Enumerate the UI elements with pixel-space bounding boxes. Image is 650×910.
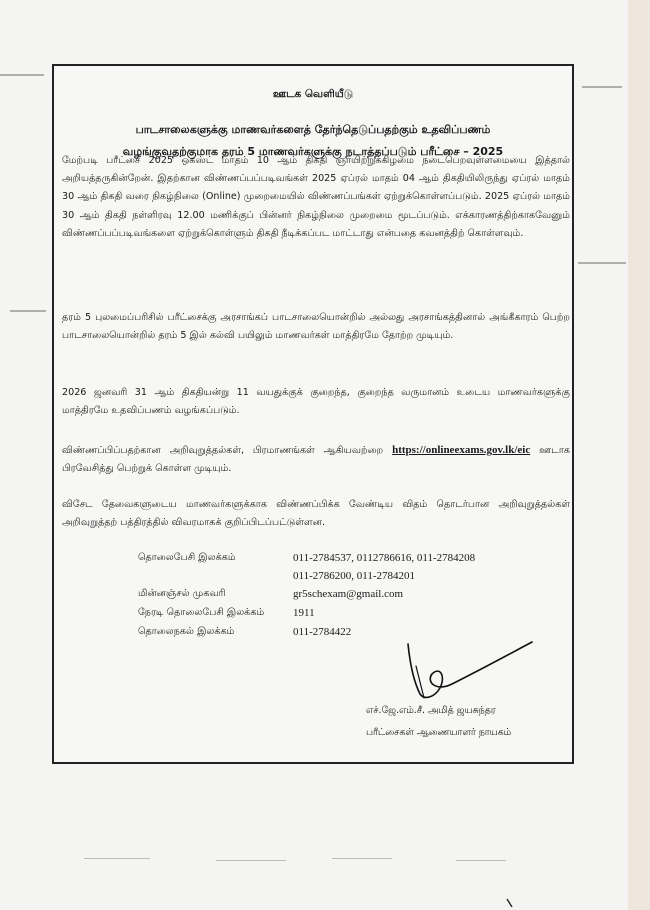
contact-details bbox=[138, 549, 518, 642]
document-title-line2: வழங்குவதற்குமாக தரம் 5 மாணவர்களுக்கு நடாத்தப்படும் பரீட்சை – 2025 bbox=[122, 145, 504, 158]
hotline-label: நேரடி தொலைபேசி இலக்கம் bbox=[138, 607, 265, 618]
media-release-heading: ஊடக வெளியீடு bbox=[272, 88, 354, 100]
contact-row-email bbox=[138, 585, 518, 604]
scan-artifact bbox=[10, 310, 46, 312]
hotline-value: 1911 bbox=[293, 607, 315, 619]
phone-line1: 011-2784537, 0112786616, 011-2784208 bbox=[293, 552, 476, 564]
signature-image bbox=[396, 636, 536, 706]
signatory-block bbox=[366, 700, 566, 744]
phone-label: தொலைபேசி இலக்கம் bbox=[138, 552, 236, 563]
fax-value: 011-2784422 bbox=[293, 626, 352, 638]
contact-row-phone bbox=[138, 549, 518, 585]
paragraph-special-needs: விசேட தேவைகளுடைய மாணவர்களுக்காக விண்ணப்பிக்க வேண்டிய விதம் தொடர்பான அறிவுறுத்தல்கள் அறிவுறுத்தற் பத்திரத்தில் விவரமாகக் குறிப்பிடப்பட்டுள்ளன. bbox=[62, 499, 570, 529]
document-title-line1: பாடசாலைகளுக்கு மாணவர்களைத் தேர்ந்தெடுப்பதற்கும் உதவிப்பணம் bbox=[135, 123, 491, 136]
paragraph-instructions bbox=[62, 441, 570, 478]
paragraph-bursary: 2026 ஜனவரி 31 ஆம் திகதியன்று 11 வயதுக்குக் குறைந்த, குறைந்த வருமானம் உடைய மாணவர்களுக்கு மாத்திரமே உதவிப்பணம் வழங்கப்படும். bbox=[62, 387, 570, 417]
phone-values bbox=[293, 549, 475, 585]
fax-label: தொலைநகல் இலக்கம் bbox=[138, 626, 235, 637]
instructions-text: விண்ணப்பிப்பதற்கான அறிவுறுத்தல்கள், பிரமாணங்கள் ஆகியவற்றை bbox=[62, 445, 384, 456]
scan-artifact bbox=[506, 898, 516, 908]
phone-line2: 011-2786200, 011-2784201 bbox=[293, 570, 416, 582]
scan-artifact bbox=[578, 262, 626, 264]
page-edge-strip bbox=[628, 0, 650, 910]
faint-line bbox=[216, 860, 286, 861]
email-value[interactable]: gr5schexam@gmail.com bbox=[293, 588, 404, 600]
signatory-name: எச்.ஜே.எம்.சீ. அமித் ஜயசுந்தர bbox=[366, 705, 496, 716]
media-release-frame bbox=[52, 64, 574, 764]
faint-line bbox=[332, 858, 392, 859]
instructions-link[interactable]: https://onlineexams.gov.lk/eic bbox=[392, 444, 531, 456]
signatory-title: பரீட்சைகள் ஆணையாளர் நாயகம் bbox=[366, 727, 512, 738]
paragraph-exam-date: மேற்படி பரீட்சை 2025 ஒகஸ்ட் மாதம் 10 ஆம் திகதி ஞாயிற்றுக்கிழமை நடைபெறவுள்ளமையை இத்தால் அறியத்தருகின்றேன். இதற்கான விண்ணப்பப்படிவங்கள் 2025 ஏப்ரல் மாதம் 04 ஆம் திகதியிலிருந்து ஏப்ரல் மாதம் 30 ஆம் திகதி வரை நிகழ்நிலை (Online) முறைமையில் விண்ணப்பங்கள் ஏற்றுக்கொள்ளப்படும். 2025 ஏப்ரல் மாதம் 30 ஆம் திகதி நள்ளிரவு 12.00 மணிக்குப் பின்னர் நிகழ்நிலை முறைமை மூடப்படும். எக்காரணத்திற்காகவேனும் விண்ணப்பப்படிவங்களை ஏற்றுக்கொள்ளும் திகதி நீடிக்கப்பட மாட்டாது என்பதை கவனத்திற் கொள்ளவும். bbox=[62, 155, 570, 239]
faint-line bbox=[84, 858, 150, 859]
scan-artifact bbox=[0, 74, 44, 76]
faint-line bbox=[456, 860, 506, 861]
scan-artifact bbox=[582, 86, 622, 88]
paragraph-eligibility: தரம் 5 புலமைப்பரிசில் பரீட்சைக்கு அரசாங்கப் பாடசாலையொன்றில் அல்லது அரசாங்கத்தினால் அங்கீகாரம் பெற்ற பாடசாலையொன்றில் தரம் 5 இல் கல்வி பயிலும் மாணவர்கள் மாத்திரமே தோற்ற முடியும். bbox=[62, 312, 570, 342]
instructions-text-end: ஊடாக பிரவேசித்து பெற்றுக் கொள்ள முடியும். bbox=[62, 445, 570, 475]
email-label: மின்னஞ்சல் முகவரி bbox=[138, 588, 226, 599]
contact-row-hotline bbox=[138, 604, 518, 623]
